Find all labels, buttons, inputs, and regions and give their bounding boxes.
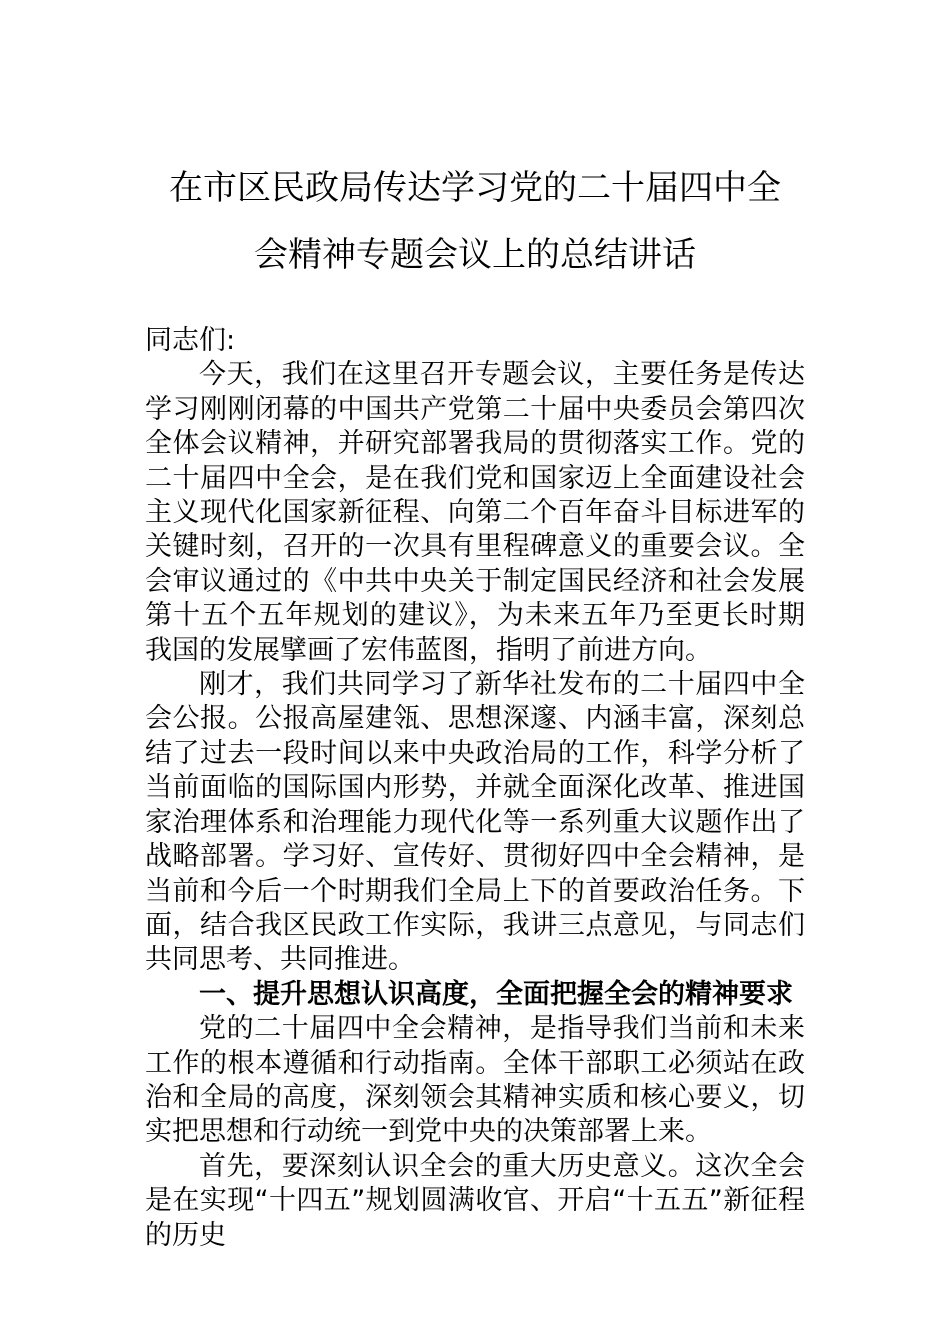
document-title-line-1: 在市区民政局传达学习党的二十届四中全 <box>169 168 781 208</box>
section-paragraph-1: 党的二十届四中全会精神，是指导我们当前和未来工作的根本遵循和行动指南。全体干部职工必须站在政治和全局的高度，深刻领会其精神实质和核心要义，切实把思想和行动统一到党中央的决策部署上来。 <box>145 1013 805 1148</box>
section-paragraph-2: 首先，要深刻认识全会的重大历史意义。这次全会是在实现“十四五”规划圆满收官、开启“十五五”新征程的历史 <box>145 1150 805 1251</box>
document-body <box>145 324 805 1253</box>
paragraph-communique: 刚才，我们共同学习了新华社发布的二十届四中全会公报。公报高屋建瓴、思想深邃、内涵丰富，深刻总结了过去一段时间以来中央政治局的工作，科学分析了当前面临的国际国内形势，并就全面深化改革、推进国家治理体系和治理能力现代化等一系列重大议题作出了战略部署。学习好、宣传好、贯彻好四中全会精神，是当前和今后一个时期我们全局上下的首要政治任务。下面，结合我区民政工作实际，我讲三点意见，与同志们共同思考、共同推进。 <box>145 669 805 976</box>
document-title-line-2: 会精神专题会议上的总结讲话 <box>254 235 696 275</box>
salutation: 同志们: <box>145 325 236 356</box>
section-heading-1: 一、提升思想认识高度，全面把握全会的精神要求 <box>199 978 793 1010</box>
paragraph-intro: 今天，我们在这里召开专题会议，主要任务是传达学习刚刚闭幕的中国共产党第二十届中央委员会第四次全体会议精神，并研究部署我局的贯彻落实工作。党的二十届四中全会，是在我们党和国家迈上全面建设社会主义现代化国家新征程、向第二个百年奋斗目标进军的关键时刻，召开的一次具有里程碑意义的重要会议。全会审议通过的《中共中央关于制定国民经济和社会发展第十五个五年规划的建议》，为未来五年乃至更长时期我国的发展擘画了宏伟蓝图，指明了前进方向。 <box>145 359 805 666</box>
